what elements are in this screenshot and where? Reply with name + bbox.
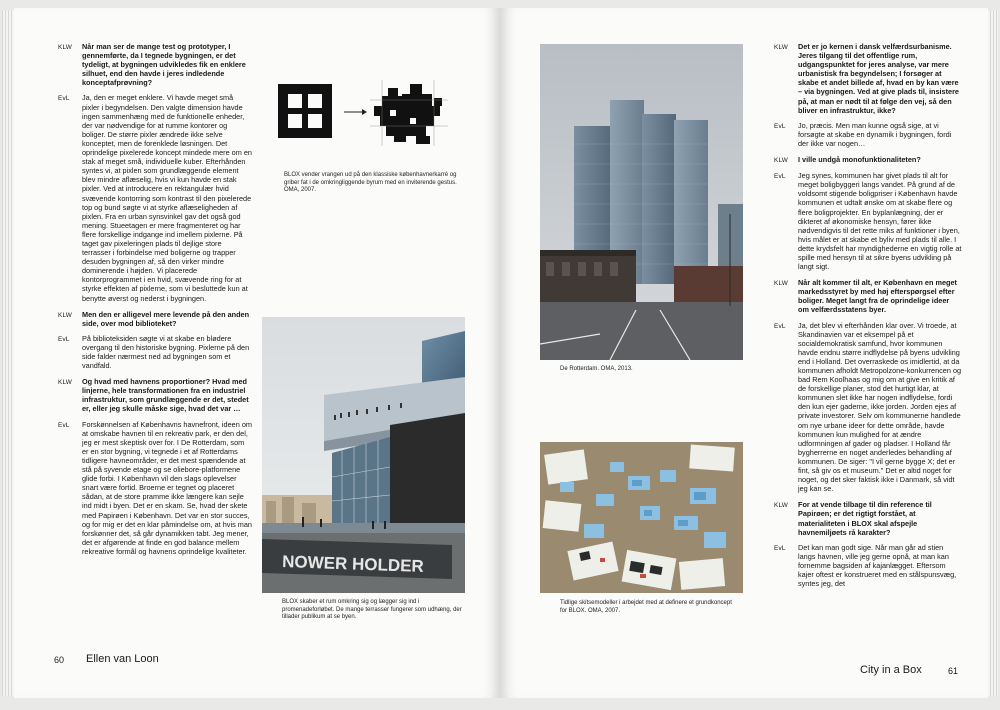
qa-block [58, 377, 252, 556]
diagram-caption: BLOX vender vrangen ud på den klassiske københavnerkarré og griber fat i de omkringliggende byrum med en inviterende gestus. OMA, 2007. [284, 172, 457, 194]
question [58, 310, 252, 328]
question [58, 42, 252, 87]
graffiti-text: NOWER HOLDER [281, 552, 425, 576]
page-number: 60 [54, 655, 65, 665]
speaker-label: EvL [774, 122, 786, 130]
photo-caption: BLOX skaber et rum omkring sig og lægger sig ind i promenadeforløbet. De mange terrasser fungerer som udhæng, der tillader publikum at se byen. [282, 599, 462, 621]
question [774, 500, 962, 536]
right-page [500, 8, 988, 698]
speaker-label: EvL [58, 335, 70, 343]
answer [58, 420, 252, 556]
question [774, 155, 962, 165]
de-rotterdam-photo [540, 44, 743, 360]
speaker-label: EvL [58, 95, 70, 103]
page-number: 61 [948, 666, 959, 676]
answer-text: Ja, det blev vi efterhånden klar over. Vi troede, at Skandinavien var et eksempel på et socialdemokratisk samfund, hvor kommunen havde endnu større indflydelse på byens udvikling end i Holland. Det overraskede os imidlertid, at da kommunen afholdt Metropolzone-konkurrencen og bad Rem Koolhaas og mig om at give en kritik af de forskellige planer, stod det hurtigt klar, at kommunen slet ikke har nogen indflydelse, fordi den kun ejer gaderne, ikke jorden. Jorden ejes af private investorer. Selv om kommunerne handlede om nye urbane ideer for dette område, havde kommunen kun mulighed for at ændre udformningen af gader og pladser. I Holland får bygherrerne en noget anderledes behandling af kommunen. De siger: "I vil gerne bygge X; det er fint, så giv os et museum." Det er altid noget for noget, og det sker faktisk ikke i Danmark, så vidt jeg kan se. [798, 320, 962, 494]
running-head: Ellen van Loon [86, 653, 159, 665]
rotterdam-caption: De Rotterdam. OMA, 2013. [560, 366, 633, 372]
question [58, 377, 252, 413]
question-text: I ville undgå monofunktionaliteten? [798, 155, 921, 165]
running-head: City in a Box [860, 664, 922, 676]
answer-text: Det kan man godt sige. Når man går ad stien langs havnen, ville jeg gerne opnå, at man kan fornemme bagsiden af kajanlægget. Eftersom kajer oftest er konstrueret med en stålspunsvæg, syntes jeg, det [798, 542, 957, 589]
answer-text: Forskønnelsen af Københavns havnefront, ideen om at omskabe havnen til en rekreativ park, er den del, jeg er mest skeptisk over for. I De Rotterdam, som er en stor bygning, vi tegnede i et af Rotterdams tidligere havneområder, er det mest spændende at stå på syvende etage og se oliebore-platformene glide forbi. I København vil den slags oplevelser snart være fortid. Broerne er tegnet og placeret sådan, at de store pramme ikke længere kan sejle ind midt i byen. Det er en skam. Se, hvad der skete med Papirøen i København. Det var en stor succes, og for mig er det en klar påmindelse om, at hvis man forskønner det, så går dynamikken tabt. Jeg mener, det er afgørende at finde en god balance mellem rekreative formål og havnens oprindelige kvaliteter. [82, 419, 252, 556]
speaker-label: KLW [58, 379, 72, 387]
answer [774, 321, 962, 494]
speaker-label: EvL [774, 322, 786, 330]
speaker-label: KLW [58, 311, 72, 319]
question-text: Og hvad med havnens proportioner? Hvad med linjerne, hele transformationen fra en industriel infrastruktur, som grundlæggende er det, stedet er, eller jeg skulle måske sige, hvad det var … [82, 377, 249, 414]
qa-block [58, 310, 252, 371]
speaker-label: EvL [774, 544, 786, 552]
qa-block [774, 155, 962, 271]
question [774, 42, 962, 115]
qa-block [774, 500, 962, 588]
answer-text: Jo, præcis. Men man kunne også sige, at vi forsøgte at skabe en dynamik i bygningen, fordi der ikke var nogen… [798, 120, 952, 148]
blox-concept-diagram [270, 80, 462, 152]
right-text-column [774, 42, 962, 595]
question-text: Når alt kommer til alt, er København en meget markedsstyret by med høj efterspørgsel efter boliger. Meget langt fra de oprindelige ideer om velfærdsstatens byer. [798, 278, 957, 315]
answer-text: Jeg synes, kommunen har givet plads til alt for meget boligbyggeri langs vandet. På grund af de voldsomt stigende boligpriser i København havde kommunen et udtalt ønske om at skabe flere og flere boligprojekter. En byplanlægning, der er dikteret af økonomiske hensyn, fører ikke nødvendigvis til det rette miks af funktioner i byen, hvis målet er at skabe et byliv med plads til alle. I dette krydsfelt har myndighederne en vigtig rolle at spille med hensyn til at sikre byens udvikling på langt sigt. [798, 171, 962, 272]
answer [774, 171, 962, 271]
question-text: Det er jo kernen i dansk velfærdsurbanisme. Jeres tilgang til det offentlige rum, udgangspunktet for jeres analyse, var mere urbanistisk fra begyndelsen; I forsøger at skabe et andet billede af, hvad en by kan være – via bygningen. Ved at give plads til, insistere på, at man er nødt til at følge den vej, så den bliver en infrastruktur, ikke? [798, 42, 959, 115]
sketch-models-photo [540, 442, 743, 593]
speaker-label: KLW [774, 44, 788, 51]
question-text: Når man ser de mange test og prototyper, I gennemførte, da I tegnede bygningen, er det tydeligt, at bygningen udvikledes fik en enklere silhuet, end den havde i jeres indledende konceptafprøvning? [82, 42, 246, 88]
answer [58, 93, 252, 302]
speaker-label: KLW [774, 502, 788, 510]
answer [774, 543, 962, 588]
speaker-label: KLW [58, 44, 72, 51]
speaker-label: EvL [58, 421, 70, 429]
speaker-label: EvL [774, 173, 786, 181]
question [774, 278, 962, 314]
question-text: Men den er alligevel mere levende på den anden side, over mod biblioteket? [82, 309, 250, 328]
page-edge-right [988, 10, 998, 696]
answer [774, 121, 962, 148]
answer [58, 334, 252, 370]
left-text-column [58, 42, 252, 563]
left-page [14, 8, 500, 698]
page-edge-left [2, 10, 14, 696]
answer-text: Ja, den er meget enklere. Vi havde meget små pixler i begyndelsen. Den valgte dimension havde ingen sammenhæng med de funktionelle enheder, der var nødvendige for at rumme kontorer og boliger. De større pixler ændrede ikke selve konceptet, men de forenklede løsningen. Det oprindelige pixelerede koncept mindede mere om en stak af meget små, individuelle kuber. Efterhånden syntes vi, at pixlen som grundlæggende element blev mindre aflæselig, hvis vi kun havde en stak pixler. Ved at introducere en rektangulær hvid svævende kontorring som kontrast til den pixelerede top og bund søgte vi at styrke aflæseligheden af pixlen. Fra en urban synsvinkel gav det også god mening. Stueetagen er mere fragmenteret og har flere forskellige indgange ind imellem pixlerne. På taget gav pixeleringen plads til dejlige store terrasser i forbindelse med boligerne og trapper desuden bygningen af, så den virker mindre dominerende i højden. Vi placerede kontorprogrammet i en hvid, svævende ring for at styrke effekten af pixlerne, som vi besluttede kun at benytte øverst og nederst i bygningen. [82, 93, 252, 303]
qa-block [58, 42, 252, 303]
speaker-label: KLW [774, 157, 788, 165]
qa-block [774, 42, 962, 148]
models-caption: Tidlige skitsemodeller i arbejdet med at definere et grundkoncept for BLOX. OMA, 2007. [560, 600, 732, 614]
answer-text: På biblioteksiden søgte vi at skabe en blødere overgang til den historiske bygning. Pixlerne på den side falder nærmest ned ad bygningen som et vandfald. [82, 333, 250, 371]
speaker-label: KLW [774, 280, 788, 288]
blox-photo [262, 317, 465, 593]
qa-block [774, 278, 962, 493]
question-text: For at vende tilbage til din reference til Papirøen; er det rigtigt forstået, at materialiteten i BLOX skal afspejle havnemiljøets rå karakter? [798, 500, 932, 537]
